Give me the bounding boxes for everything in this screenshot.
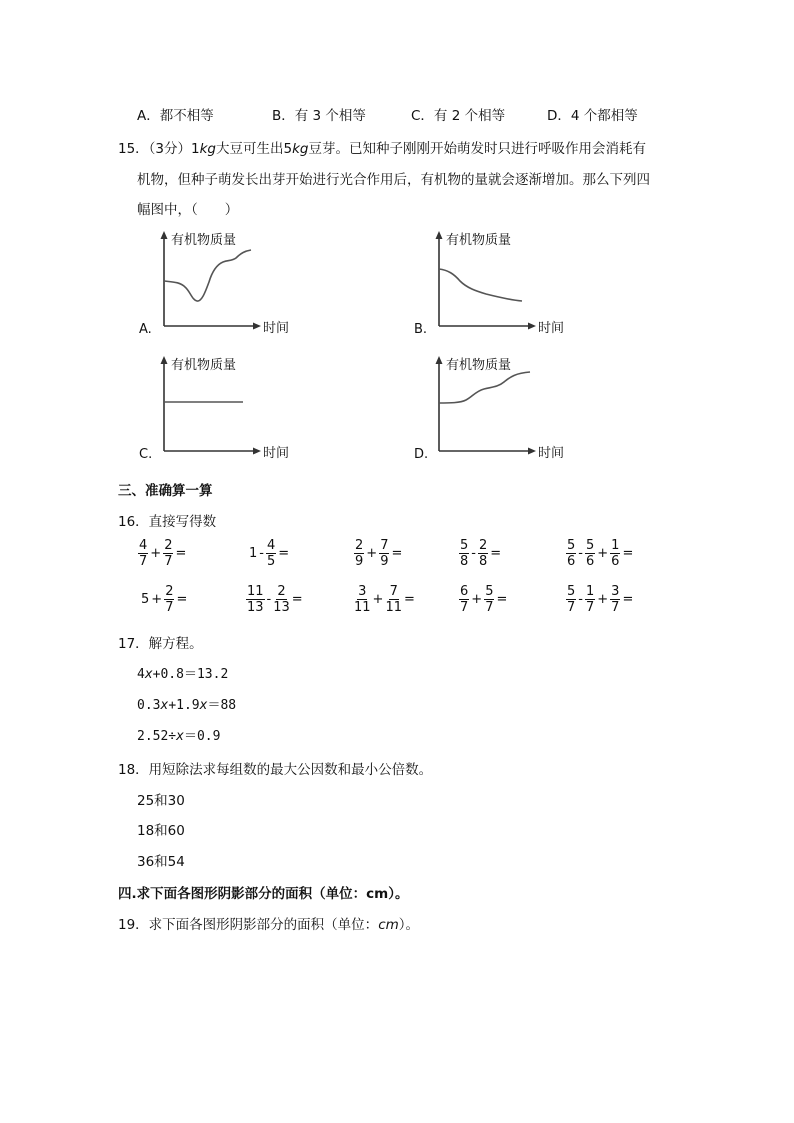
graph-d-letter: D.: [414, 447, 429, 462]
graph-a-y-arrow: [161, 231, 168, 239]
numerator: 5: [460, 538, 469, 553]
eq-part: +1.9: [168, 698, 200, 713]
numerator: 5: [567, 584, 576, 599]
denominator: 6: [567, 554, 576, 569]
equals-sign: =: [176, 592, 188, 607]
fraction: [354, 539, 364, 568]
operator: +: [150, 546, 162, 561]
graph-c-ylabel: 有机物质量: [171, 358, 237, 373]
denominator: 7: [485, 600, 494, 615]
numerator: 7: [389, 584, 398, 599]
graph-d-x-arrow: [528, 448, 536, 455]
operator: +: [471, 592, 483, 607]
whole-number: 1: [249, 546, 258, 561]
variable-x: x: [176, 729, 184, 744]
variable-x: x: [199, 698, 208, 713]
q15-line-3: 幅图中，（ ）: [137, 202, 239, 218]
q15-text-c: 5: [283, 141, 293, 157]
denominator: 11: [385, 600, 402, 615]
fraction: [385, 585, 402, 614]
denominator: 13: [273, 600, 290, 615]
fraction: [379, 539, 389, 568]
denominator: 9: [355, 554, 364, 569]
numerator: 3: [611, 584, 620, 599]
graph-a: [135, 225, 315, 340]
numerator: 1: [585, 584, 595, 599]
fraction: [266, 539, 276, 568]
numerator: 7: [380, 538, 389, 553]
numerator: 1: [611, 538, 620, 553]
denominator: 9: [380, 554, 389, 569]
graph-b-xlabel: 时间: [538, 321, 565, 336]
q18-title: 18．用短除法求每组数的最大公因数和最小公倍数。: [118, 762, 433, 778]
q16-r2-e5: [565, 585, 634, 614]
graph-a-curve: [164, 250, 251, 301]
numerator: 4: [266, 538, 276, 553]
q15-line-2: 机物，但种子萌发长出芽开始进行光合作用后，有机物的量就会逐渐增加。那么下列四: [137, 172, 650, 188]
fraction: [610, 585, 620, 614]
fraction: [478, 539, 488, 568]
q14-option-a: A．都不相等: [137, 108, 214, 124]
eq-part: 0.3: [137, 698, 161, 713]
q17-equation-3: [137, 725, 220, 744]
fraction: [163, 539, 173, 568]
section-3-title: 三、准确算一算: [118, 483, 213, 499]
graph-d-ylabel: 有机物质量: [446, 358, 512, 373]
fraction: [585, 539, 595, 568]
operator: +: [151, 592, 163, 607]
graph-d: [410, 350, 590, 465]
numerator: 2: [478, 538, 488, 553]
denominator: 7: [567, 600, 576, 615]
fraction: [459, 585, 469, 614]
q16-r1-e3: [353, 539, 403, 568]
operator: -: [266, 592, 272, 607]
fraction: [585, 585, 595, 614]
graph-b-letter: B.: [414, 322, 428, 337]
whole-number: 5: [141, 592, 150, 607]
q16-r1-e4: [458, 539, 502, 568]
q15-line-1: [118, 137, 646, 157]
operator: +: [366, 546, 378, 561]
equals-sign: =: [496, 592, 508, 607]
unit-kg-2: kg: [292, 141, 309, 157]
operator: +: [597, 546, 609, 561]
graph-c-x-arrow: [253, 448, 261, 455]
fraction: [164, 585, 174, 614]
graph-b-curve: [439, 269, 522, 301]
denominator: 7: [165, 600, 174, 615]
q18-item-1: 25和30: [137, 793, 185, 809]
eq-part: 2.52÷: [137, 729, 177, 744]
equals-sign: =: [622, 546, 634, 561]
fraction: [566, 585, 576, 614]
graph-a-x-arrow: [253, 323, 261, 330]
graph-c-y-arrow: [161, 356, 168, 364]
fraction: [566, 539, 576, 568]
graph-a-xlabel: 时间: [263, 321, 290, 336]
graph-c-xlabel: 时间: [263, 446, 290, 461]
numerator: 6: [460, 584, 469, 599]
equals-sign: =: [404, 592, 415, 607]
q19-text-a: 19．求下面各图形阴影部分的面积（单位：: [118, 917, 379, 933]
numerator: 2: [164, 538, 173, 553]
denominator: 6: [585, 554, 595, 569]
numerator: 5: [585, 538, 595, 553]
graph-d-xlabel: 时间: [538, 446, 565, 461]
q15-text-d: 豆芽。已知种子刚刚开始萌发时只进行呼吸作用会消耗有: [308, 141, 646, 157]
denominator: 11: [354, 600, 371, 615]
q19-text-b: ）。: [398, 917, 420, 933]
graph-a-ylabel: 有机物质量: [171, 233, 237, 248]
section-4-title: 四.求下面各图形阴影部分的面积（单位：cm）。: [118, 886, 409, 902]
graph-d-curve: [439, 372, 530, 403]
denominator: 6: [611, 554, 620, 569]
q17-equation-1: [137, 663, 228, 682]
variable-x: x: [144, 667, 153, 682]
graph-c: [135, 350, 315, 465]
numerator: 4: [139, 538, 148, 553]
fraction: [354, 585, 371, 614]
numerator: 11: [247, 584, 264, 599]
operator: +: [372, 592, 384, 607]
q16-r2-e3: [353, 585, 416, 614]
fraction: [459, 539, 469, 568]
graph-b-x-arrow: [528, 323, 536, 330]
denominator: 7: [164, 554, 173, 569]
graph-a-letter: A.: [139, 322, 152, 337]
q15-text-b: 大豆可生出: [216, 141, 284, 157]
q18-item-2: 18和60: [137, 823, 185, 839]
eq-part: +0.8＝13.2: [152, 667, 229, 682]
unit-kg: kg: [199, 141, 216, 157]
graph-b: [410, 225, 590, 340]
denominator: 8: [478, 554, 488, 569]
denominator: 5: [266, 554, 276, 569]
denominator: 7: [611, 600, 620, 615]
fraction: [484, 585, 494, 614]
graph-d-y-arrow: [436, 356, 443, 364]
q18-item-3: 36和54: [137, 854, 185, 870]
fraction: [138, 539, 148, 568]
equals-sign: =: [622, 592, 634, 607]
denominator: 7: [585, 600, 595, 615]
equals-sign: =: [175, 546, 187, 561]
variable-x: x: [160, 698, 169, 713]
graph-b-y-arrow: [436, 231, 443, 239]
q16-r2-e2: [245, 585, 304, 614]
operator: +: [597, 592, 609, 607]
q16-r1-e5: [565, 539, 634, 568]
q16-r2-e1: [140, 585, 188, 614]
denominator: 7: [460, 600, 469, 615]
q17-equation-2: [137, 694, 236, 713]
eq-part: ＝88: [207, 698, 237, 713]
q19-text: [118, 913, 419, 933]
equals-sign: =: [291, 592, 303, 607]
operator: -: [471, 546, 476, 561]
equals-sign: =: [278, 546, 290, 561]
operator: -: [578, 592, 583, 607]
q14-option-b: B．有 3 个相等: [272, 108, 366, 124]
q16-r2-e4: [458, 585, 508, 614]
q14-option-d: D．4 个都相等: [547, 108, 638, 124]
unit-cm: cm: [378, 917, 399, 933]
q14-option-c: C．有 2 个相等: [411, 108, 506, 124]
denominator: 8: [460, 554, 469, 569]
fraction: [273, 585, 290, 614]
fraction: [610, 539, 620, 568]
equals-sign: =: [391, 546, 403, 561]
equals-sign: =: [490, 546, 502, 561]
denominator: 13: [247, 600, 264, 615]
denominator: 7: [139, 554, 148, 569]
q16-r1-e1: [137, 539, 187, 568]
numerator: 2: [165, 584, 174, 599]
q17-title: 17．解方程。: [118, 636, 203, 652]
numerator: 2: [277, 584, 286, 599]
numerator: 2: [355, 538, 364, 553]
eq-part: ＝0.9: [183, 729, 221, 744]
graph-c-letter: C.: [139, 447, 153, 462]
numerator: 5: [485, 584, 494, 599]
operator: -: [578, 546, 583, 561]
q15-prefix: 15．（3分）1: [118, 141, 200, 157]
numerator: 3: [358, 584, 367, 599]
q16-title: 16．直接写得数: [118, 514, 217, 530]
graph-b-ylabel: 有机物质量: [446, 233, 512, 248]
eq-part: 4: [137, 667, 145, 682]
q16-r1-e2: [248, 539, 290, 568]
numerator: 5: [567, 538, 576, 553]
operator: -: [259, 546, 264, 561]
fraction: [246, 585, 265, 614]
